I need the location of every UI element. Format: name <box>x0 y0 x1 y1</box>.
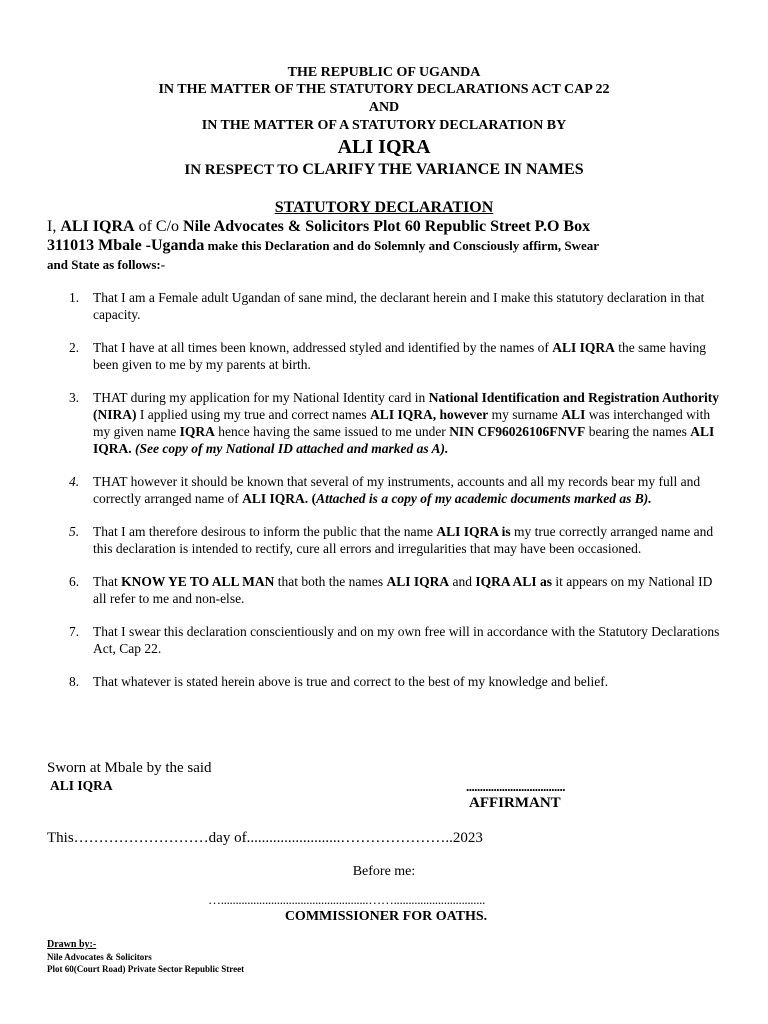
drawn-by-address: Plot 60(Court Road) Private Sector Republic Street <box>47 964 245 974</box>
drawn-by-block <box>47 939 244 975</box>
header-matter-declaration: IN THE MATTER OF A STATUTORY DECLARATION BY <box>201 118 567 133</box>
item-text: it appears on my National ID all refer to me and non-else. <box>93 574 713 606</box>
intro-box-address: 311013 Mbale -Uganda <box>47 237 205 254</box>
sworn-declarant-name: ALI IQRA <box>50 778 113 793</box>
item-number: 2. <box>69 340 80 355</box>
list-item <box>47 523 727 557</box>
item-text: That I am therefore desirous to inform the public that the name <box>93 524 437 539</box>
sworn-line: Sworn at Mbale by the said <box>47 760 212 776</box>
item-bold: ALI <box>561 407 586 422</box>
drawn-by-firm: Nile Advocates & Solicitors <box>47 952 152 962</box>
declarant-name-heading: ALI IQRA <box>337 136 431 158</box>
declaration-list <box>47 289 727 706</box>
intro-affirm-text: make this Declaration and do Solemnly and Consciously affirm, Swear <box>204 238 600 253</box>
item-text: and <box>449 574 476 589</box>
item-bold: ALI IQRA. <box>242 491 309 506</box>
commissioner-label: COMMISSIONER FOR OATHS. <box>284 909 488 924</box>
item-bold: IQRA <box>179 424 215 439</box>
item-bold: ALI IQRA is <box>436 524 511 539</box>
intro-declarant-name: ALI IQRA <box>60 218 135 235</box>
item-number: 1. <box>69 290 80 305</box>
list-item <box>47 289 727 323</box>
item-bold: National Identification and Registration Authority (NIRA) <box>93 390 719 422</box>
before-me-label: Before me: <box>352 864 416 879</box>
item-number: 6. <box>69 574 80 589</box>
date-line: This………………………day of.........................…………………..2023 <box>47 830 483 846</box>
item-bold: ALI IQRA <box>386 574 450 589</box>
header-respect <box>0 161 768 179</box>
item-number: 7. <box>69 624 80 639</box>
item-number: 3. <box>69 390 80 405</box>
header-matter-act: IN THE MATTER OF THE STATUTORY DECLARATIONS ACT CAP 22 <box>158 82 610 97</box>
list-item <box>47 623 727 657</box>
item-text: THAT during my application for my National Identity card in <box>93 390 429 405</box>
item-text: That <box>93 574 122 589</box>
intro-text: of C/o <box>134 218 184 235</box>
intro-paragraph <box>47 217 727 274</box>
respect-main: CLARIFY THE VARIANCE IN NAMES <box>302 161 584 178</box>
item-text: was interchanged with my given name <box>93 407 711 439</box>
item-text: That I swear this declaration conscientiously and on my own free will in accordance with the Statutory Declarations Act, Cap 22. <box>93 624 720 656</box>
item-text: bearing the names <box>585 424 691 439</box>
item-text: That I have at all times been known, addressed styled and identified by the names of <box>93 340 553 355</box>
item-bold: KNOW YE TO ALL MAN <box>121 574 275 589</box>
header-republic: THE REPUBLIC OF UGANDA <box>287 65 481 80</box>
drawn-by-label: Drawn by:- <box>47 939 97 950</box>
item-text: That I am a Female adult Ugandan of sane mind, the declarant herein and I make this statutory declaration in that capacity. <box>93 290 705 322</box>
item-text: my surname <box>488 407 562 422</box>
respect-prefix: IN RESPECT TO <box>184 162 303 178</box>
item-bold: ALI IQRA. <box>93 424 715 456</box>
item-text: THAT however it should be known that several of my instruments, accounts and all my records bear my full and correctly arranged name of <box>93 474 701 506</box>
item-bold: IQRA ALI as <box>475 574 552 589</box>
item-bold: NIN CF96026106FNVF <box>449 424 586 439</box>
item-text: hence having the same issued to me under <box>214 424 450 439</box>
item-text: that both the names <box>274 574 387 589</box>
item-text: I applied using my true and correct names <box>136 407 371 422</box>
item-number: 4. <box>69 474 80 489</box>
intro-firm: Nile Advocates & Solicitors Plot 60 Republic Street P.O Box <box>183 218 591 235</box>
item-bold-italic: (See copy of my National ID attached and marked as A). <box>135 441 449 456</box>
item-text: the same having been given to me by my parents at birth. <box>93 340 706 372</box>
header-and: AND <box>368 100 400 115</box>
commissioner-signature-line: …..................................................……............................... <box>208 892 486 907</box>
document-title: STATUTORY DECLARATION <box>274 199 494 216</box>
intro-state-text: and State as follows:- <box>47 257 166 272</box>
item-bold-italic: Attached is a copy of my academic documents marked as B). <box>316 491 652 506</box>
affirmant-label: AFFIRMANT <box>469 795 561 811</box>
item-bold: ALI IQRA, however <box>370 407 489 422</box>
item-bold: ALI IQRA <box>552 340 615 355</box>
list-item <box>47 473 727 507</box>
intro-text: I, <box>47 218 61 235</box>
item-text: That whatever is stated herein above is true and correct to the best of my knowledge and belief. <box>93 674 609 689</box>
list-item <box>47 389 727 457</box>
list-item <box>47 673 727 690</box>
affirmant-signature-line: .................................... <box>466 779 565 794</box>
item-number: 8. <box>69 674 80 689</box>
list-item <box>47 573 727 607</box>
item-text: my true correctly arranged name and this declaration is intended to rectify, cure all errors and irregularities that may have been occasioned. <box>93 524 714 556</box>
list-item <box>47 339 727 373</box>
item-bold: ( <box>308 491 317 506</box>
item-number: 5. <box>69 524 80 539</box>
